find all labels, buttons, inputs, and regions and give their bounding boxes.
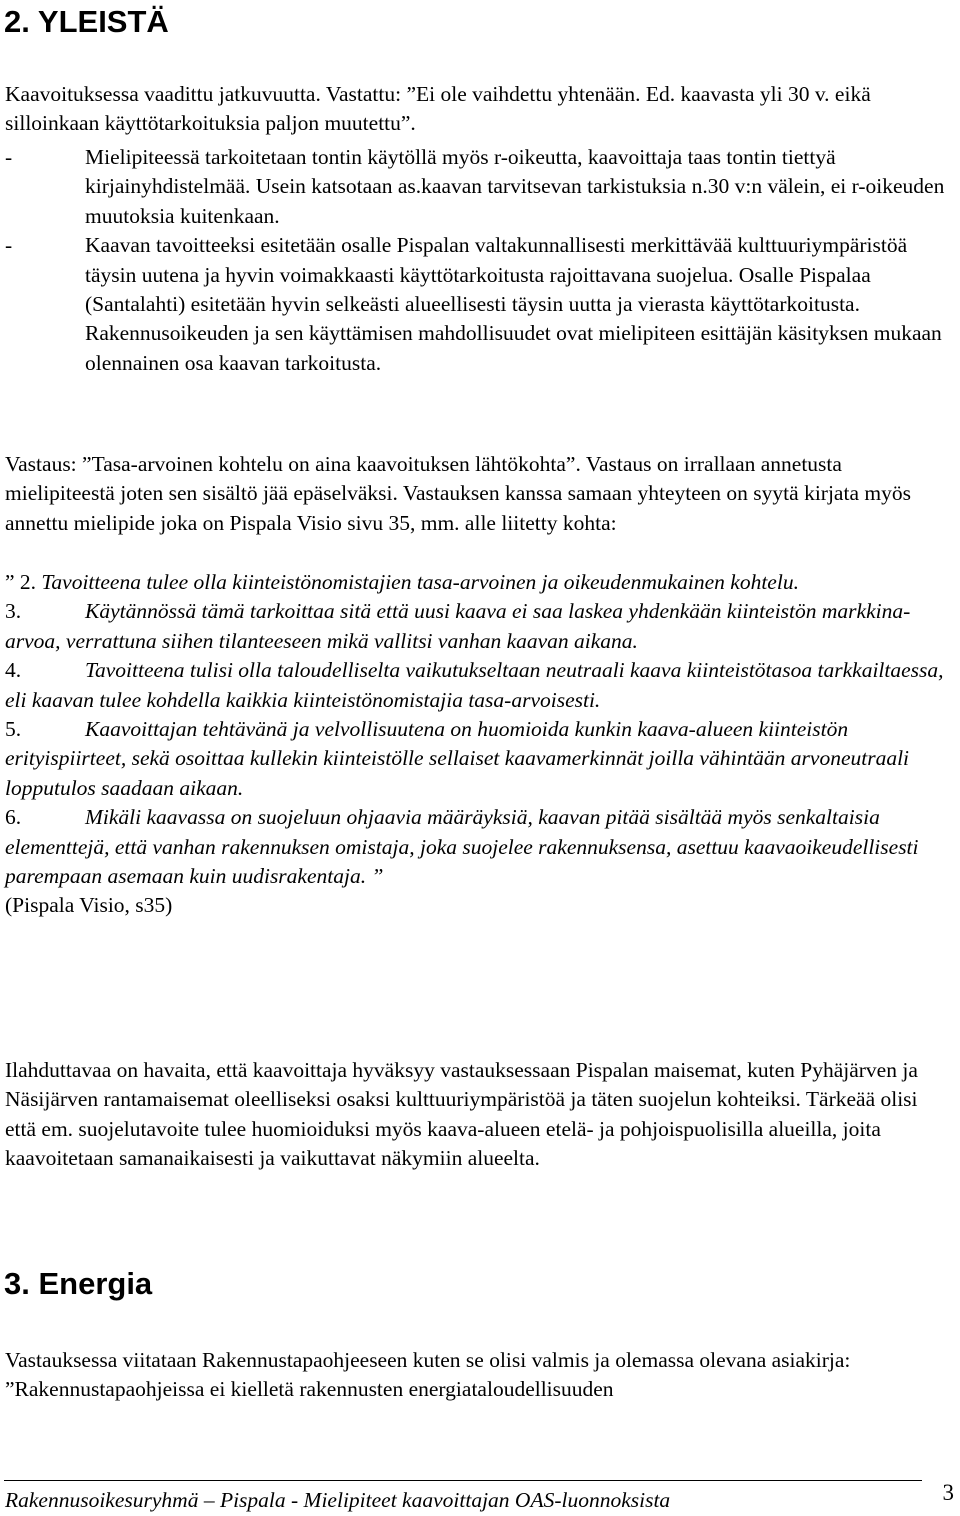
item-number: 6. — [5, 805, 22, 830]
intro-paragraph: Kaavoituksessa vaadittu jatkuvuutta. Vastattu: ”Ei ole vaihdettu yhtenään. Ed. kaavasta yli 30 v. eikä silloinkaan käyttötarkoituksia paljon muutettu”. — [5, 82, 871, 136]
item-text: Mikäli kaavassa on suojeluun ohjaavia määräyksiä, kaavan pitää sisältää myös senkaltaisia elementtejä, että vanhan rakennuksen omistaja, joka suojelee rakennuksensa, asettuu kaavaoikeudellisesti parempaan asemaan kuin uudisrakentaja. ” — [5, 805, 919, 889]
bullet-dash: - — [5, 145, 13, 169]
quote-open: ” 2. — [5, 570, 37, 594]
section-3-heading: 3. Energia — [4, 1266, 153, 1301]
page-number: 3 — [942, 1480, 954, 1505]
item-number: 3. — [5, 599, 22, 624]
footer-divider — [4, 1480, 922, 1481]
bullet-list — [5, 143, 950, 378]
footer-title: Rakennusoikesuryhmä – Pispala - Mielipiteet kaavoittajan OAS-luonnoksista — [5, 1488, 671, 1512]
bullet-text: Mielipiteessä tarkoitetaan tontin käytöllä myös r-oikeutta, kaavoittaja taas tontin tiettyä kirjainyhdistelmää. Usein katsotaan as.kaavan tarvitsevan tarkistuksia n.30 v:n välein, ei r-oikeuden muutoksia kuitenkaan. — [85, 145, 945, 228]
quote-source: (Pispala Visio, s35) — [5, 893, 173, 918]
list-item — [5, 143, 950, 231]
bullet-text: Kaavan tavoitteeksi esitetään osalle Pispalan valtakunnallisesti merkittävää kulttuuriympäristöä täysin uutena ja hyvin voimakkaasti käyttötarkoitusta rajoittavana suojelua. Osalle Pispalaa (Santalahti) esitetään hyvin selkeästi alueellisesti täysin uutta ja vierasta käyttötarkoitusta. Rakennusoikeuden ja sen käyttämisen mahdollisuudet ovat mielipiteen esittäjän käsityksen mukaan olennainen osa kaavan tarkoitusta. — [85, 233, 942, 375]
list-item — [5, 656, 950, 715]
closing-paragraph: Ilahduttavaa on havaita, että kaavoittaja hyväksyy vastauksessaan Pispalan maisemat, kuten Pyhäjärven ja Näsijärven rantamaisemat oleelliseksi osaksi kulttuuriympäristöä ja täten suojelun kohteiksi. Tärkeää olisi että em. suojelutavoite tulee huomioiduksi myös kaava-alueen etelä- ja pohjoispuolisilla alueilla, joita kaavoitetaan samanaikaisesti ja vaikuttavat näkymiin alueelta. — [5, 1058, 918, 1171]
list-item — [5, 597, 950, 656]
item-text: Kaavoittajan tehtävänä ja velvollisuutena on huomioida kunkin kaava-alueen kiinteistön erityispiirteet, sekä osoittaa kullekin kiinteistölle sellaiset kaavamerkinnät joilla vähintään arvoneutraali lopputulos saadaan aikaan. — [5, 717, 910, 800]
bullet-dash: - — [5, 233, 13, 258]
quoted-list — [5, 568, 950, 921]
item-number: 4. — [5, 658, 22, 683]
energy-paragraph: Vastauksessa viitataan Rakennustapaohjeeseen kuten se olisi valmis ja olemassa olevana asiakirja: ”Rakennustapaohjeissa ei kielletä rakennusten energiataloudellisuuden — [5, 1348, 851, 1402]
response-paragraph: Vastaus: ”Tasa-arvoinen kohtelu on aina kaavoituksen lähtökohta”. Vastaus on irrallaan annetusta mielipiteestä joten sen sisältö jää epäselväksi. Vastauksen kanssa samaan yhteyteen on syytä kirjata myös annettu mielipide joka on Pispala Visio sivu 35, mm. alle liitetty kohta: — [5, 452, 911, 535]
item-number: 5. — [5, 717, 22, 742]
section-2-heading: 2. YLEISTÄ — [4, 4, 169, 39]
list-item — [5, 231, 950, 378]
list-item — [5, 803, 950, 891]
list-item — [5, 715, 950, 803]
item-text: Käytännössä tämä tarkoittaa sitä että uusi kaava ei saa laskea yhdenkään kiinteistön markkina-arvoa, verrattuna siihen tilanteeseen mikä vallitsi vanhan kaavan aikana. — [5, 599, 911, 653]
quote-first-text: Tavoitteena tulee olla kiinteistönomistajien tasa-arvoinen ja oikeudenmukainen kohtelu. — [41, 570, 799, 594]
quote-first-item — [5, 568, 950, 597]
item-text: Tavoitteena tulisi olla taloudelliselta vaikutukseltaan neutraali kaava kiinteistötasoa tarkkailtaessa, eli kaavan tulee kohdella kaikkia kiinteistönomistajia tasa-arvoisesti. — [5, 658, 944, 712]
